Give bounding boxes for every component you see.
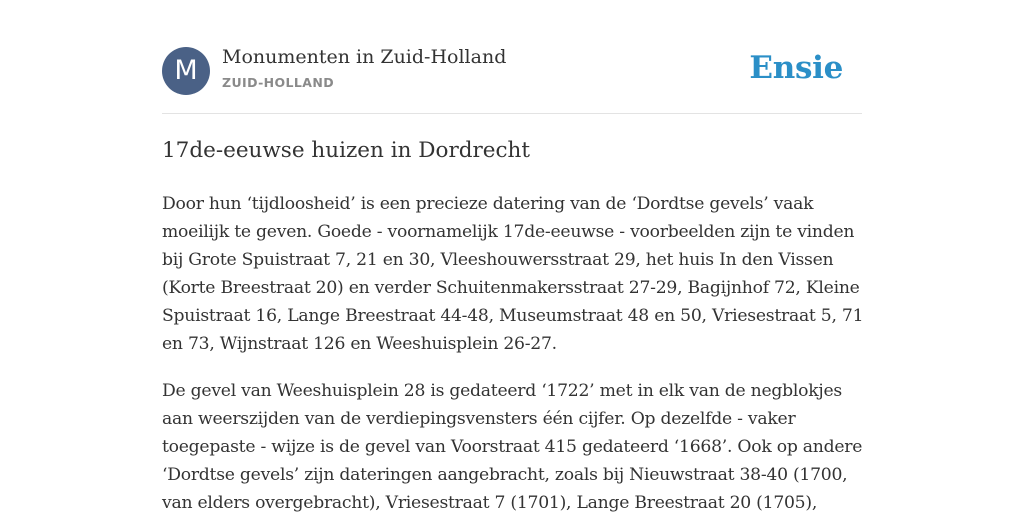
collection-avatar[interactable]: M <box>162 47 210 95</box>
article-title: 17de-eeuwse huizen in Dordrecht <box>162 138 531 163</box>
article-paragraph: Door hun ‘tijdloosheid’ is een precieze datering van de ‘Dordtse gevels’ vaak moeilijk te geven. Goede - voornamelijk 17de-eeuwse - voorbeelden zijn te vinden bij Grote Spuistraat 7, 21 en 30, Vleeshouwersstraat 29, het huis In den Vissen (Korte Breestraat 20) en verder Schuitenmakersstraat 27-29, Bagijnhof 72, Kleine Spuistraat 16, Lange Breestraat 44-48, Museumstraat 48 en 50, Vriesestraat 5, 71 en 73, Wijnstraat 126 en Weeshuisplein 26-27. <box>162 194 864 354</box>
article-paragraph: De gevel van Weeshuisplein 28 is gedateerd ‘1722’ met in elk van de negblokjes aan weerszijden van de verdiepingsvensters één cijfer. Op dezelfde - vaker toegepaste - wijze is de gevel van Voorstraat 415 gedateerd ‘1668’. Ook op andere ‘Dordtse gevels’ zijn dateringen aangebracht, zoals bij Nieuwstraat 38-40 (1700, van elders overgebracht), Vriesestraat 7 (1701), Lange Breestraat 20 (1705), <box>162 381 863 512</box>
article-card <box>162 0 862 512</box>
brand-logo[interactable]: Ensie <box>749 50 843 86</box>
header-divider <box>162 113 862 114</box>
collection-title-link[interactable]: Monumenten in Zuid-Holland <box>222 46 507 68</box>
collection-header <box>162 46 862 96</box>
collection-subtitle: ZUID-HOLLAND <box>222 75 334 90</box>
